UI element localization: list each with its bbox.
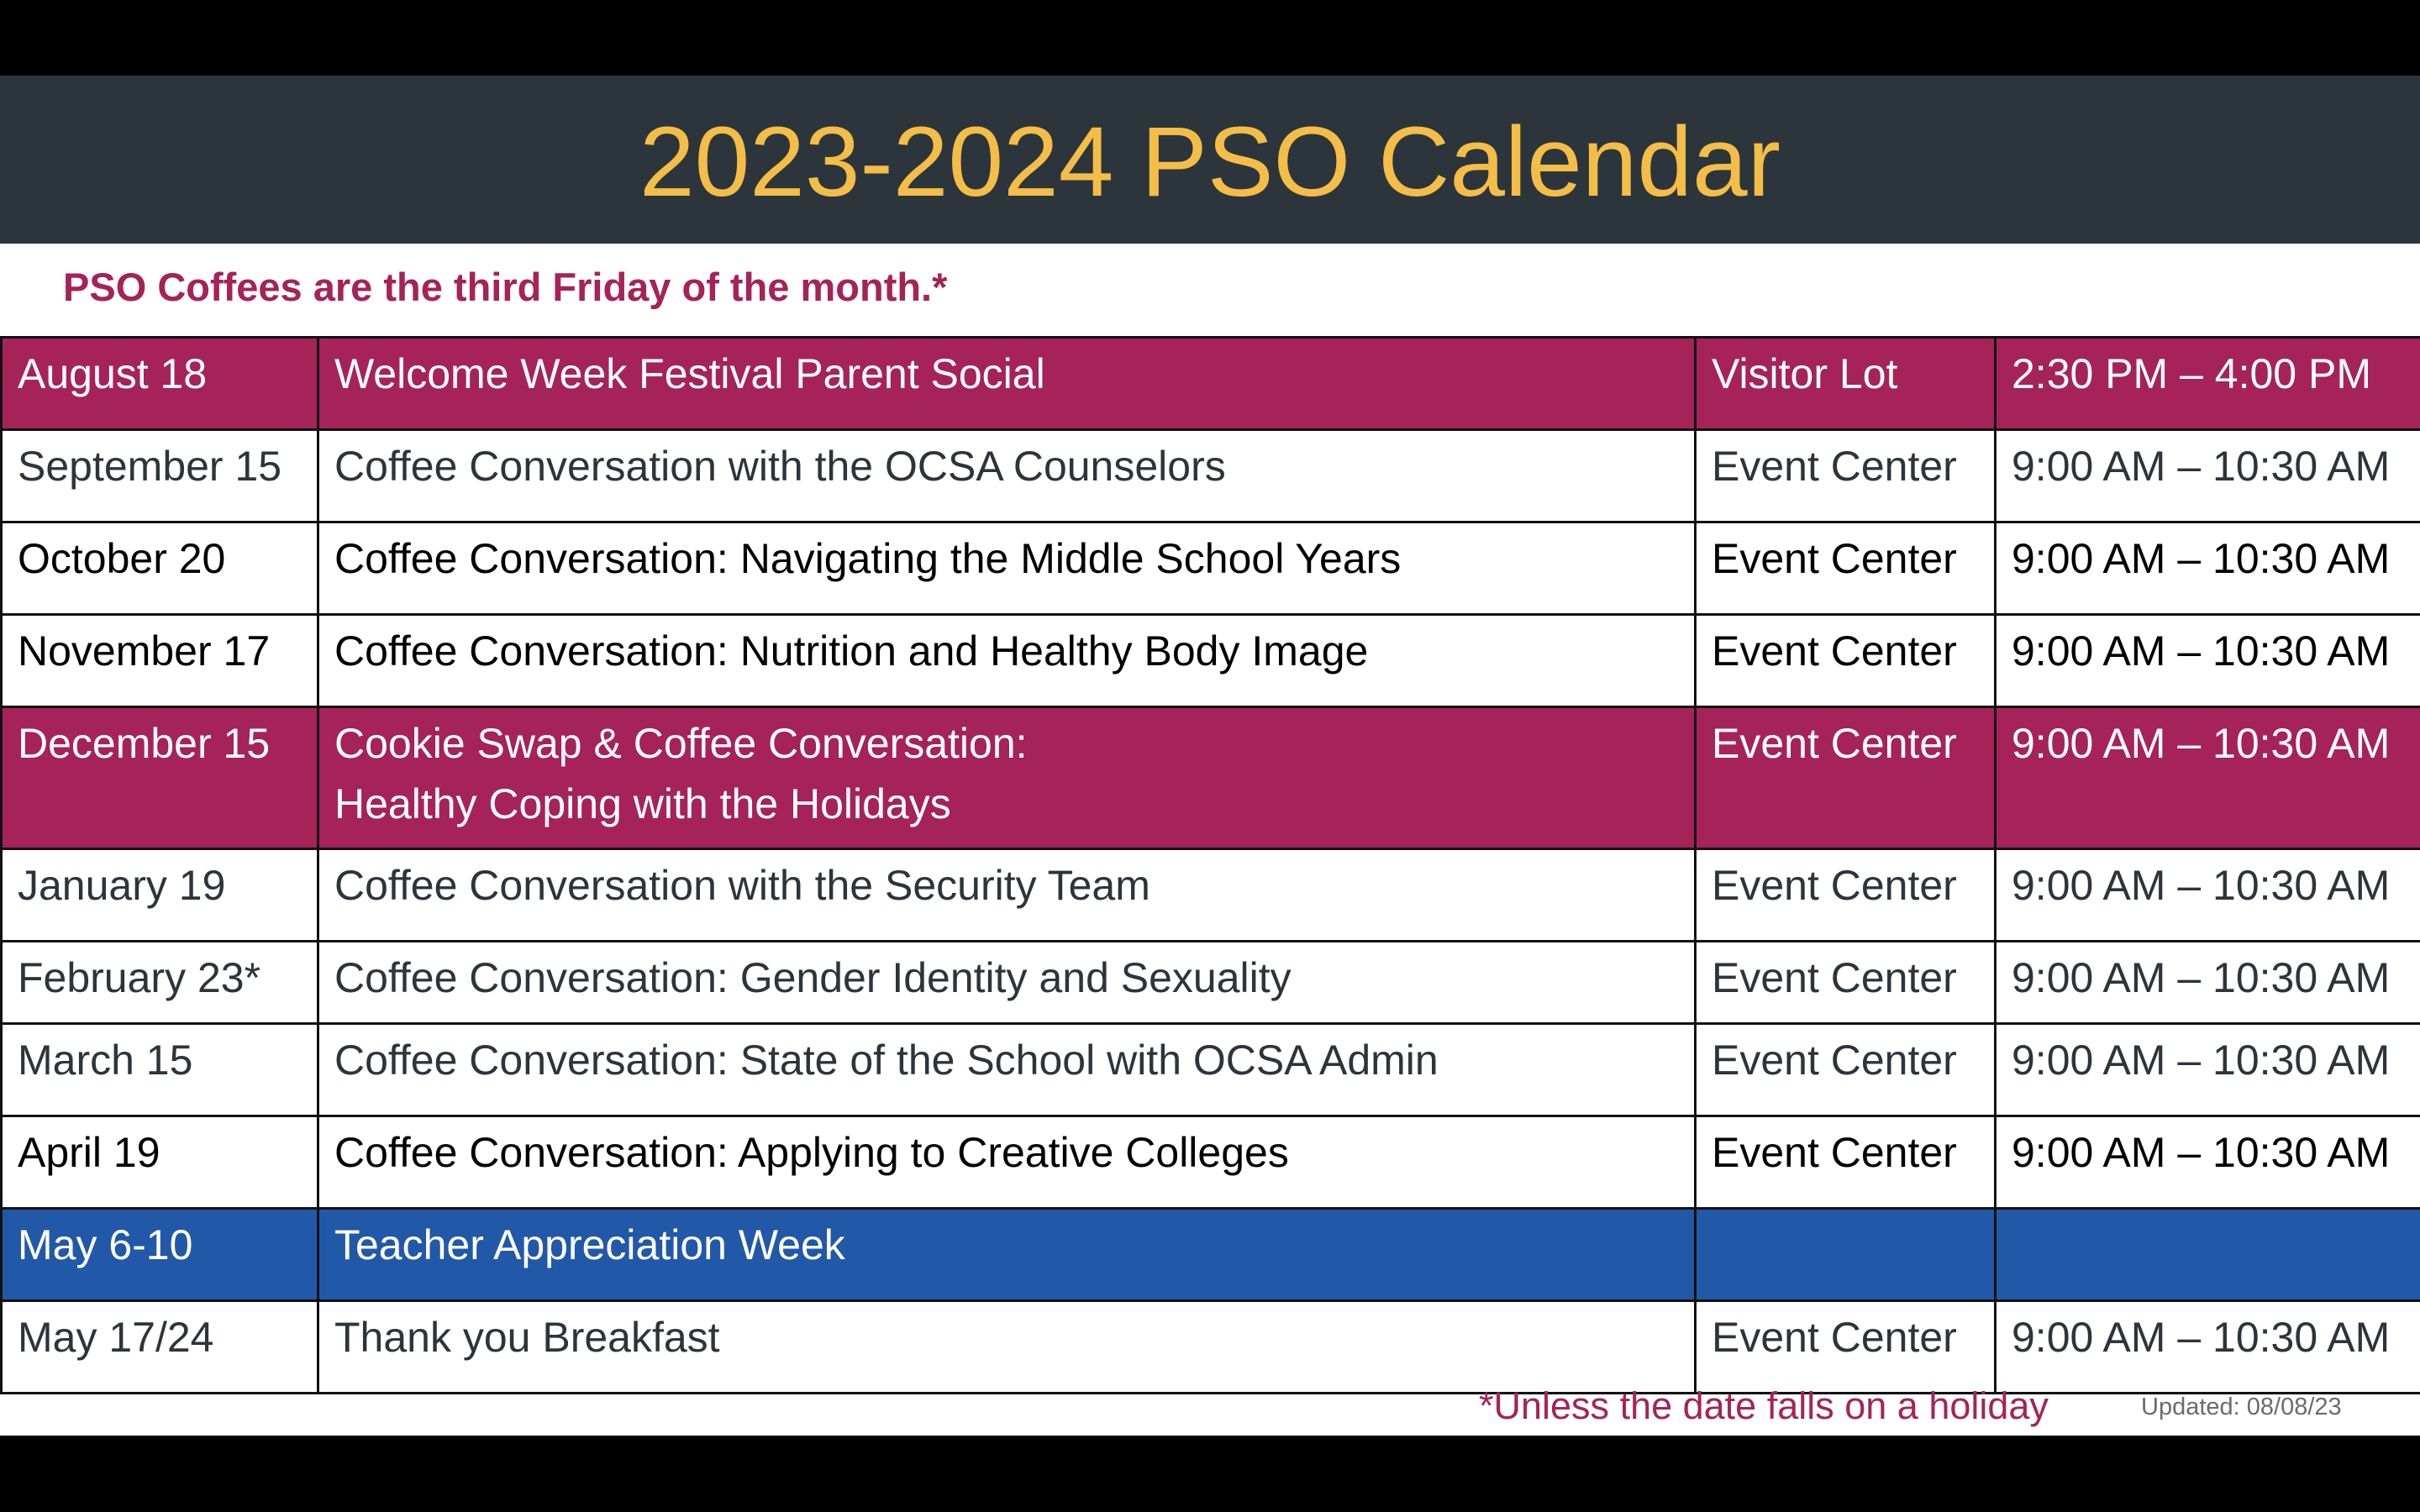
table-row bbox=[2, 522, 2420, 615]
event-location: Event Center bbox=[1696, 1024, 1996, 1116]
table-row bbox=[2, 1209, 2420, 1301]
event-location bbox=[1696, 1209, 1996, 1301]
event-time: 9:00 AM – 10:30 AM bbox=[1996, 707, 2420, 849]
event-title: Teacher Appreciation Week bbox=[318, 1209, 1696, 1301]
event-time: 9:00 AM – 10:30 AM bbox=[1996, 849, 2420, 942]
table-row bbox=[2, 1116, 2420, 1209]
event-location: Event Center bbox=[1696, 522, 1996, 615]
updated-date: Updated: 08/08/23 bbox=[2141, 1394, 2342, 1420]
table-row bbox=[2, 849, 2420, 942]
event-location: Event Center bbox=[1696, 942, 1996, 1024]
holiday-footnote: *Unless the date falls on a holiday bbox=[1479, 1384, 2049, 1427]
event-title-line: Cookie Swap & Coffee Conversation: bbox=[334, 720, 1028, 767]
table-row bbox=[2, 430, 2420, 522]
event-title bbox=[318, 707, 1696, 849]
event-location: Event Center bbox=[1696, 430, 1996, 522]
event-time bbox=[1996, 1209, 2420, 1301]
event-title-line: Healthy Coping with the Holidays bbox=[334, 780, 951, 827]
event-time: 9:00 AM – 10:30 AM bbox=[1996, 1301, 2420, 1394]
event-location: Event Center bbox=[1696, 707, 1996, 849]
title-bar bbox=[0, 76, 2420, 244]
event-location: Event Center bbox=[1696, 1301, 1996, 1394]
event-date: May 6-10 bbox=[2, 1209, 318, 1301]
event-title: Coffee Conversation with the Security Team bbox=[318, 849, 1696, 942]
table-row bbox=[2, 338, 2420, 430]
event-title: Coffee Conversation: State of the School with OCSA Admin bbox=[318, 1024, 1696, 1116]
event-date: November 17 bbox=[2, 615, 318, 707]
event-title: Coffee Conversation: Nutrition and Healthy Body Image bbox=[318, 615, 1696, 707]
event-title: Coffee Conversation with the OCSA Counselors bbox=[318, 430, 1696, 522]
event-date: May 17/24 bbox=[2, 1301, 318, 1394]
calendar-slide bbox=[0, 76, 2420, 1436]
event-title: Coffee Conversation: Applying to Creative Colleges bbox=[318, 1116, 1696, 1209]
event-title: Welcome Week Festival Parent Social bbox=[318, 338, 1696, 430]
event-title: Thank you Breakfast bbox=[318, 1301, 1696, 1394]
event-time: 9:00 AM – 10:30 AM bbox=[1996, 522, 2420, 615]
page-title: 2023-2024 PSO Calendar bbox=[639, 107, 1781, 218]
event-title: Coffee Conversation: Gender Identity and Sexuality bbox=[318, 942, 1696, 1024]
event-date: September 15 bbox=[2, 430, 318, 522]
event-date: August 18 bbox=[2, 338, 318, 430]
table-row bbox=[2, 1301, 2420, 1394]
event-time: 9:00 AM – 10:30 AM bbox=[1996, 942, 2420, 1024]
event-time: 9:00 AM – 10:30 AM bbox=[1996, 430, 2420, 522]
event-location: Visitor Lot bbox=[1696, 338, 1996, 430]
event-table bbox=[0, 336, 2420, 1394]
event-time: 9:00 AM – 10:30 AM bbox=[1996, 1116, 2420, 1209]
subtitle-note: PSO Coffees are the third Friday of the month.* bbox=[63, 265, 948, 309]
event-time: 2:30 PM – 4:00 PM bbox=[1996, 338, 2420, 430]
table-row bbox=[2, 942, 2420, 1024]
event-time: 9:00 AM – 10:30 AM bbox=[1996, 1024, 2420, 1116]
event-date: April 19 bbox=[2, 1116, 318, 1209]
event-date: March 15 bbox=[2, 1024, 318, 1116]
event-date: December 15 bbox=[2, 707, 318, 849]
event-date: February 23* bbox=[2, 942, 318, 1024]
event-location: Event Center bbox=[1696, 1116, 1996, 1209]
event-date: October 20 bbox=[2, 522, 318, 615]
event-location: Event Center bbox=[1696, 615, 1996, 707]
table-row bbox=[2, 1024, 2420, 1116]
event-title: Coffee Conversation: Navigating the Middle School Years bbox=[318, 522, 1696, 615]
event-location: Event Center bbox=[1696, 849, 1996, 942]
table-row bbox=[2, 707, 2420, 849]
event-time: 9:00 AM – 10:30 AM bbox=[1996, 615, 2420, 707]
table-row bbox=[2, 615, 2420, 707]
event-date: January 19 bbox=[2, 849, 318, 942]
